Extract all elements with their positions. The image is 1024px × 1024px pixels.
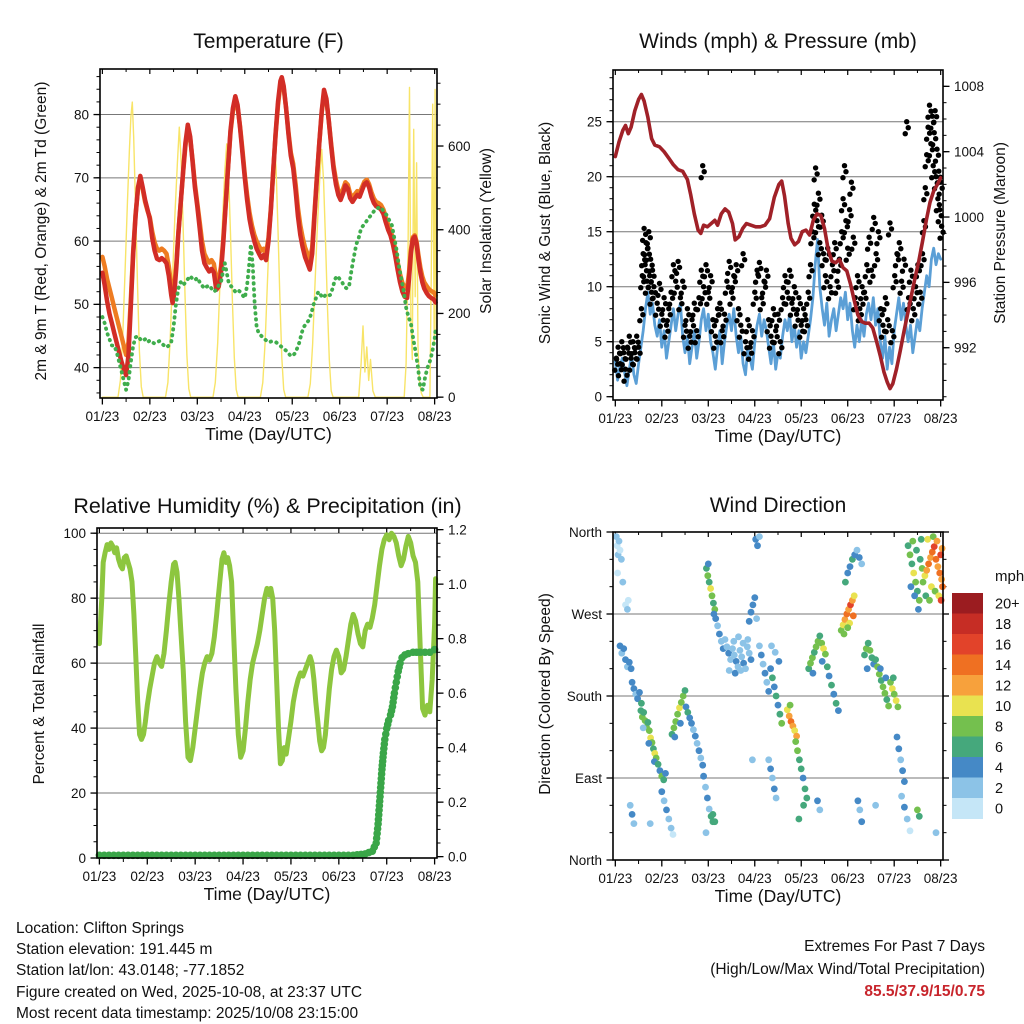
extremes-title: Extremes For Past 7 Days [804,938,985,955]
svg-text:6: 6 [995,739,1004,756]
svg-text:01/23: 01/23 [598,871,633,886]
svg-text:2: 2 [995,780,1004,797]
svg-text:80: 80 [70,590,86,606]
svg-text:400: 400 [448,222,471,238]
svg-text:0: 0 [448,389,456,405]
wind-direction-plot [512,480,1024,920]
svg-text:03/23: 03/23 [180,409,215,424]
svg-text:06/23: 06/23 [321,869,356,884]
svg-text:05/23: 05/23 [274,869,308,884]
winds-panel-title: Winds (mph) & Pressure (mb) [639,30,917,53]
svg-text:50: 50 [73,297,89,313]
svg-text:40: 40 [70,720,86,736]
svg-text:1004: 1004 [954,144,985,160]
winds-plot [512,0,1024,480]
svg-text:20: 20 [70,785,86,801]
svg-text:08/23: 08/23 [923,871,958,886]
svg-text:06/23: 06/23 [830,411,865,426]
svg-text:North: North [568,852,602,868]
most-recent-data-timestamp: Most recent data timestamp: 2025/10/08 23:15:00 [16,1004,359,1022]
svg-text:10: 10 [995,698,1012,715]
svg-text:0.4: 0.4 [448,740,467,756]
svg-text:1.0: 1.0 [448,576,467,592]
extremes-values: 85.5/37.9/15/0.75 [864,983,985,1000]
svg-text:70: 70 [73,170,89,186]
svg-text:12: 12 [995,678,1012,695]
svg-text:08/23: 08/23 [923,411,958,426]
station-location: Location: Clifton Springs [16,920,185,937]
temperature-x-axis-label: Time (Day/UTC) [205,424,332,444]
svg-text:1008: 1008 [954,79,985,95]
svg-text:East: East [574,770,602,786]
svg-text:0: 0 [78,850,86,866]
svg-text:02/23: 02/23 [132,409,167,424]
svg-text:0.2: 0.2 [448,794,467,810]
svg-text:08/23: 08/23 [417,869,452,884]
svg-text:0.0: 0.0 [448,849,467,865]
svg-text:03/23: 03/23 [691,871,726,886]
wind-direction-x-axis-label: Time (Day/UTC) [714,886,842,906]
svg-text:06/23: 06/23 [830,871,865,886]
svg-text:10: 10 [586,279,602,295]
svg-text:South: South [566,688,602,704]
svg-text:06/23: 06/23 [322,409,357,424]
svg-text:02/23: 02/23 [644,871,679,886]
svg-text:0.8: 0.8 [448,631,467,647]
svg-text:North: North [568,524,602,540]
extremes-block [575,936,985,1004]
station-latlon: Station lat/lon: 43.0148; -77.1852 [16,962,245,980]
svg-text:01/23: 01/23 [85,409,120,424]
svg-text:200: 200 [448,306,471,322]
svg-text:04/23: 04/23 [226,869,260,884]
svg-text:80: 80 [73,107,89,123]
svg-text:07/23: 07/23 [877,871,912,886]
svg-text:4: 4 [995,760,1004,777]
svg-text:03/23: 03/23 [178,869,213,884]
temperature-plot [0,0,512,480]
svg-text:01/23: 01/23 [82,869,117,884]
svg-text:07/23: 07/23 [370,409,405,424]
winds-right-axis-label: Station Pressure (Maroon) [992,142,1009,324]
svg-text:60: 60 [70,655,86,671]
svg-text:08/23: 08/23 [417,409,452,424]
wind-direction-left-axis-label: Direction (Colored By Speed) [537,593,554,795]
svg-text:04/23: 04/23 [227,409,262,424]
svg-text:15: 15 [586,224,602,240]
svg-text:05/23: 05/23 [784,411,819,426]
winds-left-axis-label: Sonic Wind & Gust (Blue, Black) [537,121,554,345]
wind-direction-panel-title: Wind Direction [709,494,847,517]
humidity-x-axis-label: Time (Day/UTC) [203,884,331,904]
svg-text:04/23: 04/23 [737,871,772,886]
svg-text:20: 20 [586,169,602,185]
svg-text:0: 0 [594,389,602,405]
svg-text:8: 8 [995,719,1004,736]
humidity-plot [0,480,512,920]
humidity-left-axis-label: Percent & Total Rainfall [31,623,48,785]
station-elevation: Station elevation: 191.445 m [16,941,213,959]
station-info-block [16,918,362,1024]
svg-text:05/23: 05/23 [784,871,819,886]
svg-text:05/23: 05/23 [275,409,310,424]
temperature-panel-title: Temperature (F) [193,30,344,53]
svg-text:mph: mph [995,568,1024,585]
svg-text:02/23: 02/23 [644,411,679,426]
svg-text:40: 40 [73,360,89,376]
svg-text:01/23: 01/23 [598,411,633,426]
svg-text:1.2: 1.2 [448,522,467,538]
svg-text:16: 16 [995,637,1012,654]
humidity-panel-title: Relative Humidity (%) & Precipitation (in) [73,494,462,518]
svg-text:07/23: 07/23 [877,411,912,426]
svg-text:60: 60 [73,233,89,249]
svg-text:18: 18 [995,616,1012,633]
svg-text:0: 0 [995,801,1004,818]
svg-text:100: 100 [63,525,86,541]
svg-text:20+: 20+ [995,596,1020,613]
svg-text:25: 25 [586,114,602,130]
svg-text:14: 14 [995,657,1012,674]
svg-text:07/23: 07/23 [369,869,404,884]
svg-text:04/23: 04/23 [737,411,772,426]
temperature-left-axis-label: 2m & 9m T (Red, Orange) & 2m Td (Green) [33,81,50,381]
svg-text:0.6: 0.6 [448,685,467,701]
winds-x-axis-label: Time (Day/UTC) [714,426,842,446]
svg-text:02/23: 02/23 [130,869,165,884]
svg-text:03/23: 03/23 [691,411,726,426]
figure-created-timestamp: Figure created on Wed, 2025-10-08, at 23:37 UTC [16,983,363,1001]
svg-text:5: 5 [594,334,602,350]
svg-text:996: 996 [954,275,977,291]
extremes-subtitle: (High/Low/Max Wind/Total Precipitation) [710,960,985,978]
temperature-right-axis-label: Solar Insolation (Yellow) [478,148,495,314]
svg-text:600: 600 [448,138,471,154]
svg-text:992: 992 [954,340,977,356]
svg-text:West: West [571,606,602,622]
svg-text:1000: 1000 [954,209,985,225]
